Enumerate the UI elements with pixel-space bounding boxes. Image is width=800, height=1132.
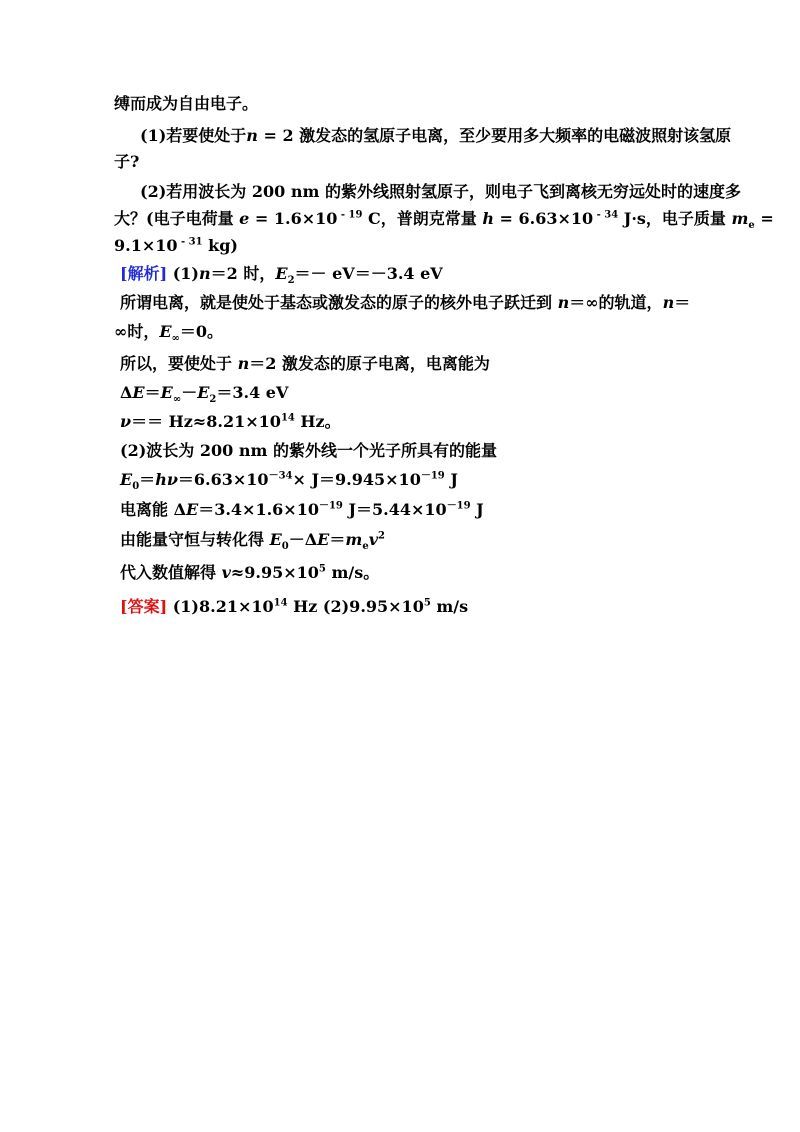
question-part-2: (2)若用波长为 200 nm 的紫外线照射氢原子，则电子飞到离核无穷远处时的速度多 [140, 182, 741, 201]
answer-line: [答案] $(1)8.21\times 10^{14}$ Hz $(2)9.95\times 10^5$ m/s [120, 597, 469, 616]
question-part-2-constants: 大？(电子电荷量 e = 1.6×10 $^{- 19}$ C，普朗克常量 h = 6.63×10 $^{- 34}$ J·s，电子质量 $m_e$ = [114, 209, 774, 232]
solution-line-5: $\Delta E=E_\infty-E_2=3.4$ eV [120, 383, 289, 406]
solution-line-10: 由能量守恒与转化得 $E_0-\Delta E=m_ev^2$ [120, 530, 385, 553]
solution-line-1: [解析] (1)n＝2 时，$E_2=- eV=-3.4$ eV [120, 264, 443, 287]
solution-line-3: ∞时，$E_\infty=0$。 [114, 322, 224, 345]
solution-line-4: 所以，要使处于 n＝2 激发态的原子电离，电离能为 [120, 354, 490, 373]
solution-line-2: 所谓电离，就是使处于基态或激发态的原子的核外电子跃迁到 n＝∞的轨道，n＝ [120, 293, 691, 312]
question-part-1-cont: 子? [114, 152, 140, 171]
question-part-1: (1)若要使处于n = 2 激发态的氢原子电离，至少要用多大频率的电磁波照射该氢原 [140, 126, 732, 145]
solution-line-6: $\nu== Hz\approx 8.21\times 10^{14}$ Hz。 [120, 412, 341, 431]
solution-line-9: 电离能 $\Delta E=3.4\times 1.6\times 10^{-19}$ $J=5.44\times 10^{-19}$ J [120, 500, 484, 519]
solution-tag: [解析] [120, 264, 168, 283]
question-part-2-mass: 9.1×10 $^{- 31}$ kg) [114, 236, 238, 255]
solution-line-11: 代入数值解得 $v\approx 9.95\times 10^5$ m/s。 [120, 563, 380, 582]
solution-line-8: $E_0=h\nu=6.63\times 10^{-34}\times J=9.945\times 10^{-19}$ J [120, 470, 458, 493]
answer-tag: [答案] [120, 597, 168, 616]
solution-line-7: (2)波长为 200 nm 的紫外线一个光子所具有的能量 [120, 441, 497, 460]
question-text-line: 缚而成为自由电子。 [114, 94, 259, 113]
